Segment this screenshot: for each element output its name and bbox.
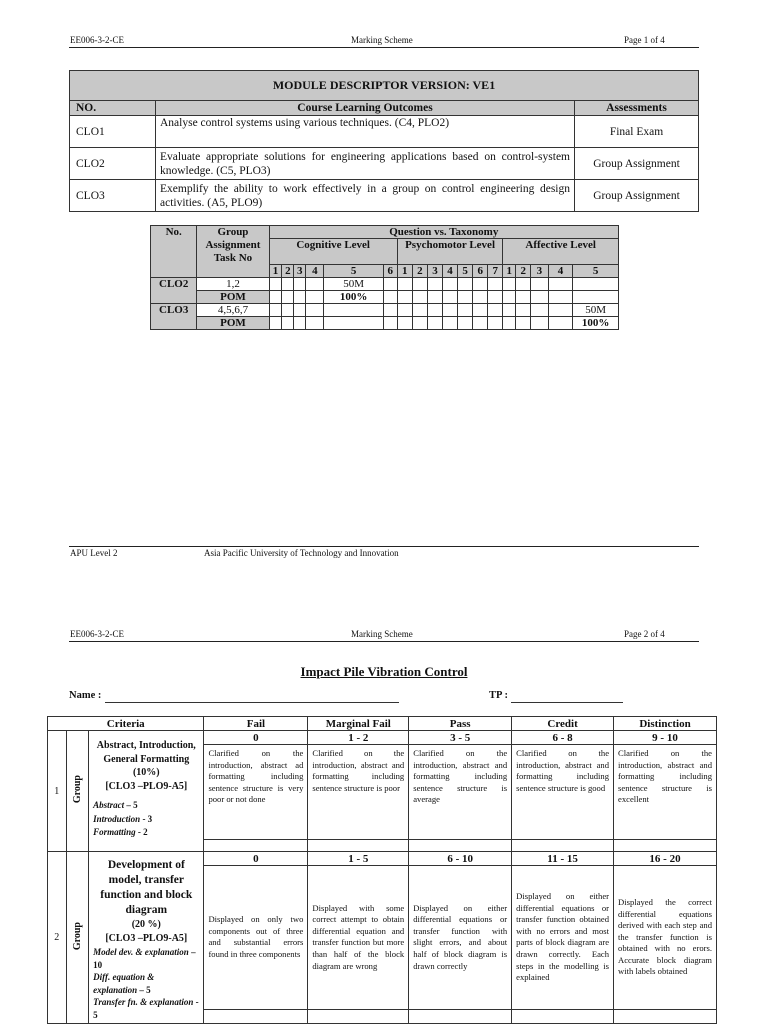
sub-criterion: Abstract [93, 800, 125, 810]
clo2-task: 1,2 [197, 278, 269, 291]
clo2-pom: POM [197, 291, 269, 304]
tax-header-question: Question vs. Taxonomy [269, 226, 618, 239]
group-label: Group [71, 775, 83, 804]
clo-assessment: Group Assignment [575, 148, 699, 180]
aff-level: 2 [516, 265, 531, 278]
sub-criterion: Model dev. & explanation [93, 947, 189, 957]
criterion-number: 1 [48, 731, 67, 852]
cog-level: 4 [306, 265, 324, 278]
sub-mark: – 10 [93, 947, 196, 970]
assignment-title: Impact Pile Vibration Control [300, 664, 468, 679]
criterion-number: 2 [48, 852, 67, 1024]
distinction-description: Displayed the correct differential equations derived with each step and the transfer function is obtained with no erors. Accurate block diagram with labels obtained [614, 866, 717, 1009]
clo-row [70, 116, 699, 148]
sub-criterion: Diff. equation & explanation [93, 972, 155, 995]
footer-university: Asia Pacific University of Technology and Innovation [204, 548, 399, 558]
tp-label: TP : [489, 690, 508, 701]
clo3-pom: POM [197, 317, 269, 330]
clo-assessment: Final Exam [575, 116, 699, 148]
tax-header-no: No. [151, 226, 197, 278]
criterion-cell [89, 852, 204, 1024]
footer-rule [69, 546, 699, 547]
psy-level: 5 [458, 265, 473, 278]
sub-mark: - 2 [135, 827, 148, 837]
criterion-clo: [CLO3 –PLO9-A5] [105, 933, 188, 944]
sub-mark: – 5 [124, 800, 138, 810]
credit-description: Clarified on the introduction, abstract and formatting including sentence structure is good [512, 745, 614, 840]
psy-level: 3 [427, 265, 442, 278]
header-rule [69, 641, 699, 642]
clo-no: CLO3 [70, 180, 156, 212]
header-code: EE006-3-2-CE [70, 35, 124, 45]
cog-level: 2 [282, 265, 294, 278]
taxonomy-table [150, 225, 619, 330]
fail-description: Displayed on only two components out of three and substantial errors found in three components [204, 866, 308, 1009]
score-range: 1 - 5 [308, 852, 409, 866]
clo-outcome: Evaluate appropriate solutions for engineering applications based on control-system knowledge. (C5, PLO3) [156, 148, 575, 180]
clo-table [69, 70, 699, 212]
psy-level: 4 [443, 265, 458, 278]
score-range: 3 - 5 [409, 731, 512, 745]
clo2-c5-marks: 50M [324, 278, 383, 291]
group-label: Group [71, 921, 83, 951]
rubric-table [47, 716, 717, 1024]
distinction-description: Clarified on the introduction, abstract and formatting including sentence structure is excellent [614, 745, 717, 840]
footer-level: APU Level 2 [70, 548, 118, 558]
pass-description: Clarified on the introduction, abstract and formatting including sentence structure is average [409, 745, 512, 840]
criterion-title: Development of model, transfer function and block diagram [100, 859, 193, 916]
header-doc-title: Marking Scheme [351, 629, 413, 639]
clo2-label: CLO2 [151, 278, 197, 304]
clo-outcome: Exemplify the ability to work effectively in a group on control engineering design activities. (A5, PLO9) [156, 180, 575, 212]
criterion-cell [89, 731, 204, 852]
aff-level: 3 [531, 265, 548, 278]
col-header-assessments: Assessments [575, 101, 699, 116]
criterion-weight: (10%) [132, 767, 160, 778]
clo-assessment: Group Assignment [575, 180, 699, 212]
psy-level: 1 [397, 265, 412, 278]
clo3-label: CLO3 [151, 304, 197, 330]
sub-mark: – 5 [137, 984, 151, 995]
score-range: 0 [204, 731, 308, 745]
tax-header-task-no: Group Assignment Task No [197, 226, 269, 278]
clo-row [70, 148, 699, 180]
sub-criterion: Transfer fn. & explanation [93, 997, 194, 1007]
score-range: 1 - 2 [308, 731, 409, 745]
header-page-number: Page 2 of 4 [624, 629, 665, 639]
clo3-task: 4,5,6,7 [197, 304, 269, 317]
col-header-no: NO. [70, 101, 156, 116]
cog-level: 6 [383, 265, 397, 278]
rubric-header-distinction: Distinction [614, 717, 717, 731]
clo-outcome: Analyse control systems using various techniques. (C4, PLO2) [156, 116, 575, 148]
clo-no: CLO1 [70, 116, 156, 148]
marginal-fail-description: Clarified on the introduction, abstract and formatting including sentence structure is poor [308, 745, 409, 840]
header-code: EE006-3-2-CE [70, 629, 124, 639]
clo3-a5-marks: 50M [573, 304, 619, 317]
sub-criterion: Introduction [93, 813, 141, 824]
psy-level: 6 [473, 265, 488, 278]
name-label: Name : [69, 690, 102, 701]
psy-level: 2 [412, 265, 427, 278]
tax-header-psychomotor: Psychomotor Level [397, 239, 503, 265]
credit-description: Displayed on either differential equations or transfer function obtained with no errors and most parts of block diagram are drawn correctly. Each steps in the modelling is explained [512, 866, 614, 1009]
sub-mark: - 5 [93, 997, 199, 1020]
clo3-a5-pom: 100% [573, 317, 619, 330]
name-field[interactable] [105, 702, 399, 703]
sub-mark: - 3 [140, 813, 153, 824]
psy-level: 7 [488, 265, 503, 278]
rubric-header-criteria: Criteria [48, 717, 204, 731]
pass-description: Displayed on either differential equations or transfer function with slight errors, and about half of block diagram is drawn correctly [409, 866, 512, 1009]
cog-level: 3 [294, 265, 306, 278]
header-doc-title: Marking Scheme [351, 35, 413, 45]
tax-header-affective: Affective Level [503, 239, 619, 265]
header-rule [69, 47, 699, 48]
criterion-clo: [CLO3 –PLO9-A5] [105, 780, 188, 792]
score-range: 6 - 8 [512, 731, 614, 745]
col-header-outcomes: Course Learning Outcomes [156, 101, 575, 116]
score-range: 16 - 20 [614, 852, 717, 866]
rubric-header-credit: Credit [512, 717, 614, 731]
rubric-header-fail: Fail [204, 717, 308, 731]
tax-header-cognitive: Cognitive Level [269, 239, 397, 265]
rubric-header-pass: Pass [409, 717, 512, 731]
criterion-title: Abstract, Introduction, General Formatting [96, 740, 196, 765]
clo-no: CLO2 [70, 148, 156, 180]
score-range: 9 - 10 [614, 731, 717, 745]
aff-level: 4 [548, 265, 573, 278]
clo-row [70, 180, 699, 212]
cog-level: 5 [324, 265, 383, 278]
rubric-header-marginal-fail: Marginal Fail [308, 717, 409, 731]
score-range: 11 - 15 [512, 852, 614, 866]
aff-level: 1 [503, 265, 516, 278]
marginal-fail-description: Displayed with some correct attempt to obtain differential equation and transfer function but more than half of the block diagram are wrong [308, 866, 409, 1009]
aff-level: 5 [573, 265, 619, 278]
score-range: 0 [204, 852, 308, 866]
tp-field[interactable] [511, 702, 623, 703]
module-descriptor-title: MODULE DESCRIPTOR VERSION: VE1 [70, 71, 699, 101]
score-range: 6 - 10 [409, 852, 512, 866]
criterion-weight: (20 %) [131, 919, 161, 930]
clo2-c5-pom: 100% [324, 291, 383, 304]
cog-level: 1 [269, 265, 282, 278]
fail-description: Clarified on the introduction, abstract ad formatting including sentence structure is very poor or not done [204, 745, 308, 840]
header-page-number: Page 1 of 4 [624, 35, 665, 45]
sub-criterion: Formatting [93, 827, 136, 837]
